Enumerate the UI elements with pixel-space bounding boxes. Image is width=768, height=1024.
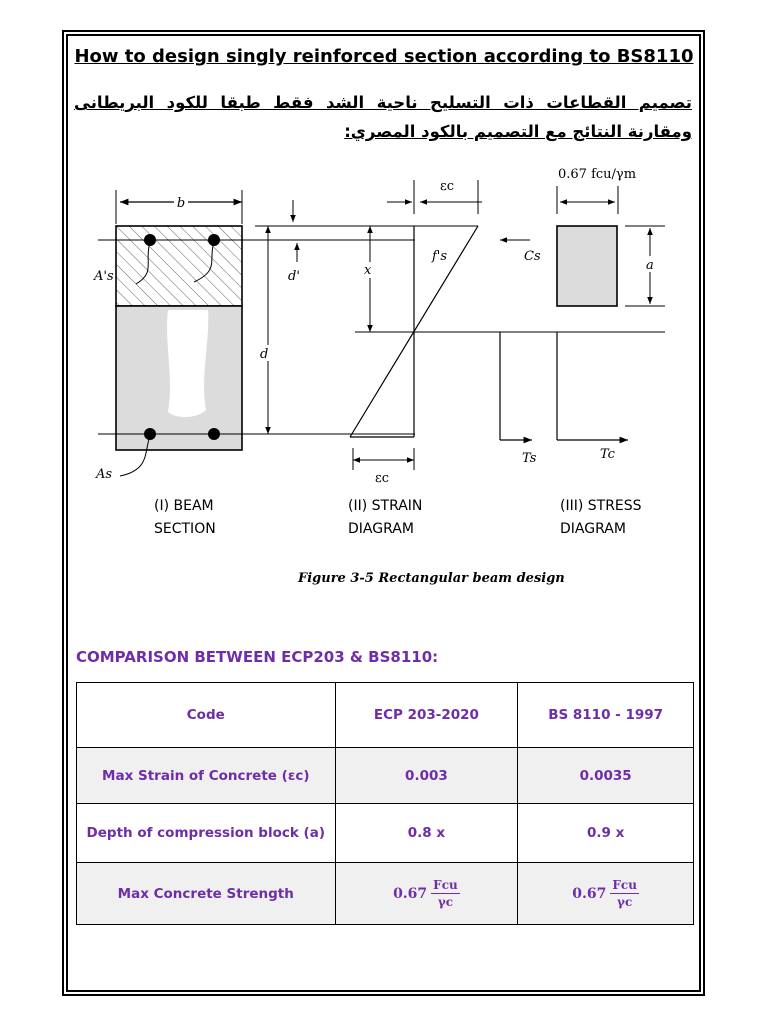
- ecp-value: 0.8 x: [335, 804, 518, 863]
- top-strain-label: εc: [440, 179, 455, 194]
- bs-value: 0.9 x: [518, 804, 694, 863]
- bottom-strain-label: εc: [375, 471, 390, 486]
- tension-steel-label: As: [96, 467, 113, 482]
- beam-section-caption-2: SECTION: [154, 521, 216, 537]
- stress-diagram-caption-2: DIAGRAM: [560, 521, 626, 537]
- header-ecp: ECP 203-2020: [335, 683, 518, 748]
- beam-section-diagram: [93, 190, 415, 482]
- formula-denominator: γc: [617, 895, 633, 909]
- table-header-row: [77, 683, 694, 748]
- formula-coefficient: 0.67: [393, 885, 428, 902]
- width-label: b: [176, 196, 186, 211]
- comparison-heading: COMPARISON BETWEEN ECP203 & BS8110:: [76, 648, 439, 666]
- header-bs: BS 8110 - 1997: [518, 683, 694, 748]
- page-title: How to design singly reinforced section according to BS8110: [74, 46, 694, 67]
- steel-strain-label: f's: [432, 249, 448, 264]
- beam-section-caption-1: (I) BEAM: [154, 498, 214, 514]
- formula-denominator: γc: [437, 895, 454, 909]
- stress-label: 0.67 fcu/γm: [558, 167, 637, 182]
- depth-label: d: [260, 347, 269, 362]
- strain-diagram-caption-1: (II) STRAIN: [348, 498, 423, 514]
- neutral-axis-label: x: [364, 263, 372, 278]
- formula-coefficient: 0.67: [572, 885, 607, 902]
- row-label: Depth of compression block (a): [77, 804, 336, 863]
- bs-value: 0.0035: [518, 748, 694, 804]
- arabic-subtitle: تصميم القطاعات ذات التسليح ناحية الشد فقط طبقا للكود البريطانى ومقارنة النتائج مع التصميم بالكود المصري:: [74, 93, 692, 141]
- formula-fraction: [610, 878, 639, 909]
- table-row: [77, 748, 694, 804]
- rectangular-beam-figure: [80, 152, 690, 592]
- row-label: Max Concrete Strength: [77, 863, 336, 925]
- stress-diagram: [557, 167, 665, 462]
- formula-numerator: Fcu: [433, 878, 458, 892]
- figure-caption: Figure 3-5 Rectangular beam design: [298, 571, 565, 586]
- table-row: [77, 863, 694, 925]
- strain-diagram-caption-2: DIAGRAM: [348, 521, 414, 537]
- formula-numerator: Fcu: [612, 878, 637, 892]
- ecp-value: [335, 863, 518, 925]
- stress-diagram-caption-1: (III) STRESS: [560, 498, 642, 514]
- comp-steel-label: A's: [94, 269, 114, 284]
- header-code: Code: [77, 683, 336, 748]
- block-depth-label: a: [646, 258, 654, 273]
- diagram-captions: [154, 498, 642, 586]
- bs-value: [518, 863, 694, 925]
- bs-strength-formula: [572, 878, 639, 909]
- tension-steel-force-label: Ts: [522, 451, 537, 466]
- formula-fraction: [431, 878, 460, 909]
- compression-label: Cs: [524, 249, 541, 264]
- table-row: [77, 804, 694, 863]
- comparison-table: [76, 682, 694, 925]
- ecp-value: 0.003: [335, 748, 518, 804]
- ecp-strength-formula: [393, 878, 460, 909]
- row-label: Max Strain of Concrete (εc): [77, 748, 336, 804]
- tension-concrete-force-label: Tc: [600, 447, 615, 462]
- cover-label: d': [288, 269, 300, 284]
